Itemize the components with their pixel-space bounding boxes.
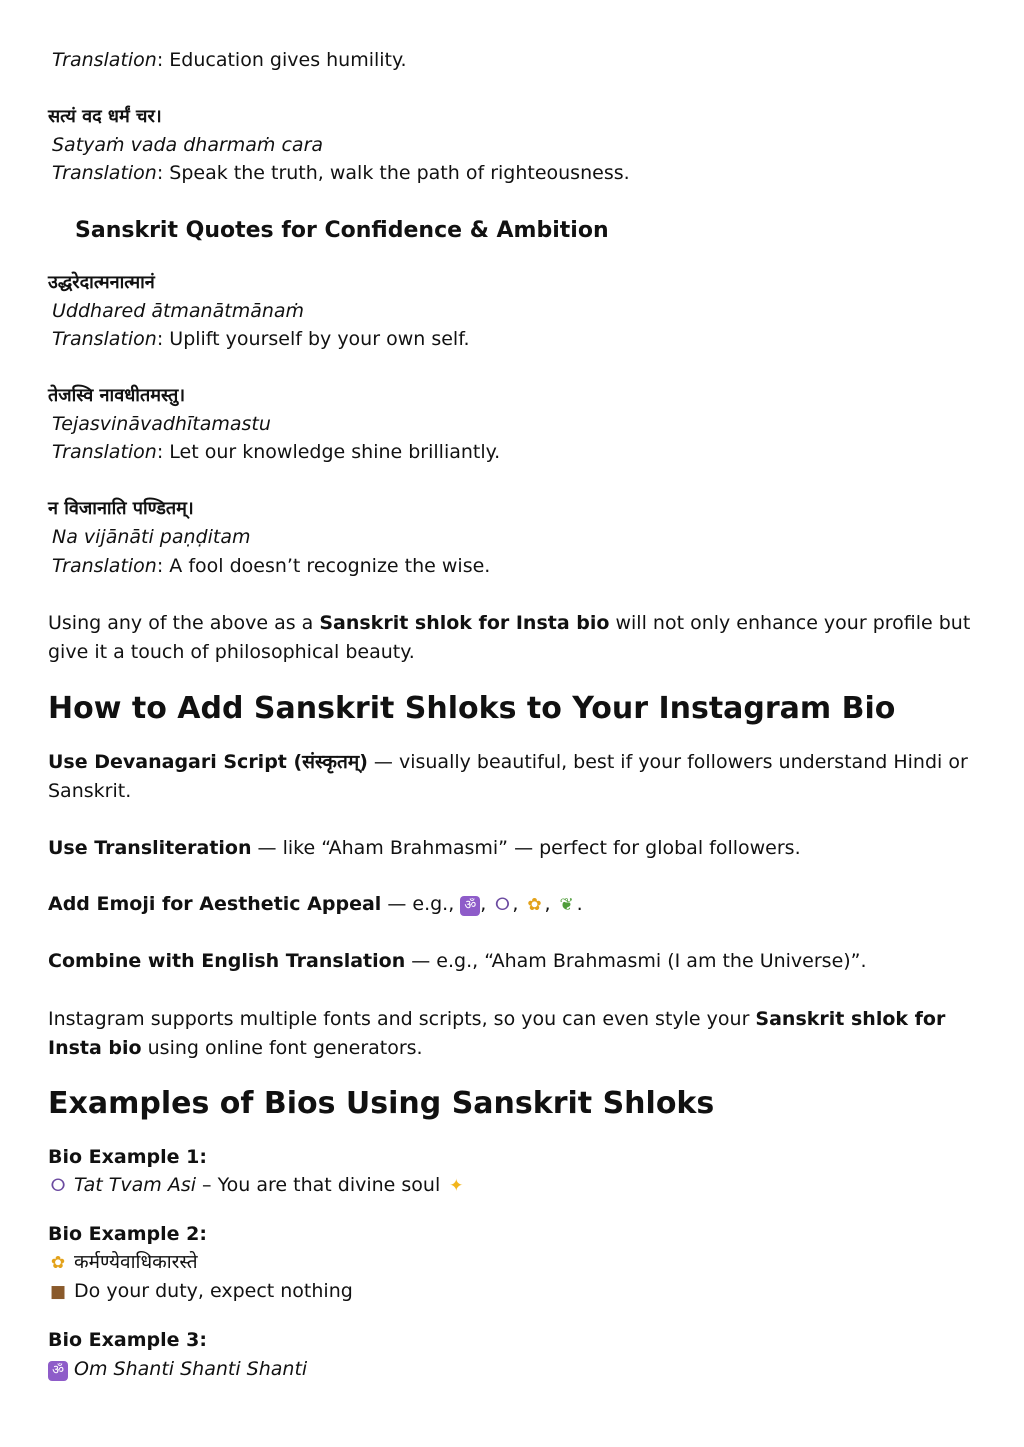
bio-example-title: Bio Example 3:	[48, 1329, 207, 1351]
quote-translation-line	[52, 159, 630, 187]
translation-label: Translation	[52, 328, 157, 350]
translation-text: : A fool doesn’t recognize the wise.	[156, 555, 491, 577]
tip-item	[48, 834, 801, 862]
tip-title: Use Transliteration	[48, 837, 252, 859]
bio-italic-text: Om Shanti Shanti Shanti	[74, 1358, 308, 1380]
quote-transliteration: Tejasvināvadhītamastu	[52, 413, 271, 435]
tip-item	[48, 748, 978, 806]
translation-text: : Uplift yourself by your own self.	[156, 328, 470, 350]
quote-translation-line	[52, 325, 470, 353]
quote-devanagari: सत्यं वद धर्मं चर।	[48, 106, 162, 127]
prayer-beads-icon: ⵔ	[50, 1176, 66, 1196]
paragraph-text: Using any of the above as a	[48, 612, 320, 634]
paragraph-text: will not only enhance your profile but give it a touch of philosophical beauty.	[48, 612, 971, 663]
tip-title: Use Devanagari Script (संस्कृतम्)	[48, 751, 368, 773]
bio-example-line	[48, 1171, 466, 1200]
bio-italic-text: Tat Tvam Asi	[74, 1174, 197, 1196]
body-paragraph	[48, 1005, 978, 1063]
quote-devanagari: न विजानाति पण्डितम्।	[48, 498, 194, 519]
herb-icon: ❦	[559, 895, 574, 915]
tip-item	[48, 947, 867, 975]
quote-devanagari: उद्धरेदात्मनात्मानं	[48, 272, 155, 293]
bio-example-line	[48, 1277, 353, 1306]
paragraph-keyword: Sanskrit shlok for Insta bio	[48, 1008, 946, 1059]
tip-text: — like “Aham Brahmasmi” — perfect for global followers.	[251, 837, 801, 859]
lotus-icon: ✿	[50, 1253, 66, 1273]
paragraph-text: Instagram supports multiple fonts and scripts, so you can even style your	[48, 1008, 756, 1030]
translation-text: : Education gives humility.	[156, 49, 407, 71]
prayer-beads-icon: ⵔ	[494, 895, 510, 915]
tip-text: — visually beautiful, best if your followers understand Hindi or Sanskrit.	[48, 751, 968, 802]
lotus-icon: ✿	[527, 895, 542, 915]
quote-translation-line	[52, 552, 490, 580]
quote-transliteration: Na vijānāti paṇḍitam	[52, 526, 251, 548]
quote-transliteration: Uddhared ātmanātmānaṁ	[52, 300, 305, 322]
bio-devanagari-text: कर्मण्येवाधिकारस्ते	[74, 1251, 198, 1273]
package-icon: ■	[49, 1282, 67, 1302]
translation-text: : Let our knowledge shine brilliantly.	[156, 441, 501, 463]
translation-label: Translation	[52, 441, 157, 463]
translation-label: Translation	[52, 162, 157, 184]
translation-text: : Speak the truth, walk the path of righteousness.	[156, 162, 630, 184]
section-heading: How to Add Sanskrit Shloks to Your Instagram Bio	[48, 691, 896, 726]
quote-devanagari: तेजस्वि नावधीतमस्तु।	[48, 385, 186, 406]
paragraph-text: using online font generators.	[141, 1037, 423, 1059]
bio-example-line	[48, 1355, 307, 1383]
bio-example-title: Bio Example 2:	[48, 1223, 207, 1245]
section-subheading: Sanskrit Quotes for Confidence & Ambition	[75, 218, 609, 243]
bio-example-line	[48, 1248, 198, 1277]
bio-example-title: Bio Example 1:	[48, 1146, 207, 1168]
om-icon: ॐ	[48, 1361, 68, 1381]
translation-label: Translation	[52, 555, 157, 577]
quote-translation-line	[52, 438, 500, 466]
bio-text: – You are that divine soul	[196, 1174, 447, 1196]
quote-translation-line	[52, 46, 407, 74]
tip-text: — e.g.,	[381, 893, 461, 915]
bio-text: Do your duty, expect nothing	[74, 1280, 353, 1302]
body-paragraph	[48, 609, 978, 667]
paragraph-keyword: Sanskrit shlok for Insta bio	[319, 612, 610, 634]
tip-title: Combine with English Translation	[48, 950, 406, 972]
tip-title: Add Emoji for Aesthetic Appeal	[48, 893, 382, 915]
tip-text: — e.g., “Aham Brahmasmi (I am the Universe)”.	[405, 950, 867, 972]
om-icon: ॐ	[460, 896, 480, 916]
translation-label: Translation	[52, 49, 157, 71]
section-heading: Examples of Bios Using Sanskrit Shloks	[48, 1086, 715, 1121]
tip-item: Add Emoji for Aesthetic Appeal — e.g., ॐ , ⵔ , ✿ , ❦ .	[48, 890, 583, 919]
quote-transliteration: Satyaṁ vada dharmaṁ cara	[52, 134, 324, 156]
sparkles-icon: ✦	[449, 1176, 464, 1196]
